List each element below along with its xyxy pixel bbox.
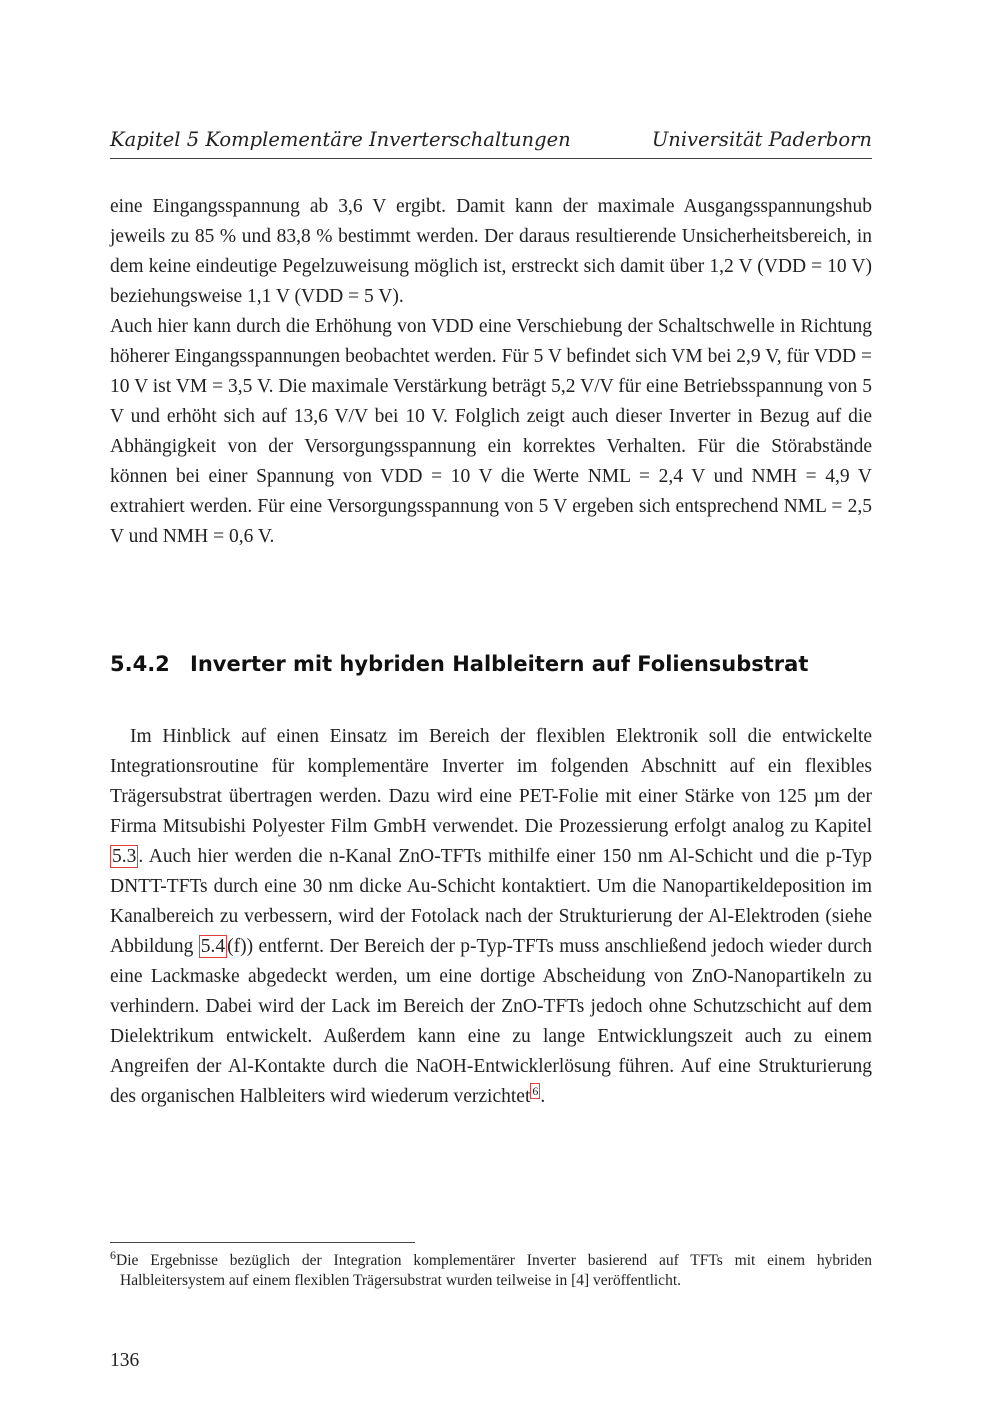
chapter-link[interactable]: 5.3 — [112, 846, 137, 867]
footnote-text: Die Ergebnisse bezüglich der Integration komplementärer Inverter basierend auf TFTs mit einem hybriden Halbleitersystem auf einem flexiblen Trägersubstrat wurden teilweise in [4] veröffentlicht. — [116, 1252, 872, 1290]
footnote — [110, 1245, 872, 1291]
paragraph-2: Auch hier kann durch die Erhöhung von VDD eine Verschiebung der Schaltschwelle in Richtung höherer Eingangsspannungen beobachtet werden. Für 5 V befindet sich VM bei 2,9 V, für VDD = 10 V ist VM = 3,5 V. Die maximale Verstärkung beträgt 5,2 V/V für eine Betriebsspannung von 5 V und erhöht sich auf 13,6 V/V bei 10 V. Folglich zeigt auch dieser Inverter in Bezug auf die Abhängigkeit von der Versorgungsspannung ein korrektes Verhalten. Für die Störabstände können bei einer Spannung von VDD = 10 V die Werte NML = 2,4 V und NMH = 4,9 V extrahiert werden. Für eine Versorgungsspannung von 5 V ergeben sich entsprechend NML = 2,5 V und NMH = 0,6 V. — [110, 316, 872, 547]
footnote-link[interactable]: 6 — [532, 1083, 539, 1098]
footnote-mark: 6 — [110, 1248, 116, 1262]
running-header — [110, 128, 872, 159]
section-heading — [110, 652, 808, 676]
page-number: 136 — [110, 1350, 140, 1371]
section-number: 5.4.2 — [110, 652, 170, 676]
paragraph-3-part-b: . Auch hier werden die n-Kanal ZnO-TFTs mithilfe einer 150 nm Al-Schicht und die p-Typ DNTT-TFTs durch eine 30 nm dicke Au-Schicht kontaktiert. Um die Nanopartikeldeposition im Kanalbereich zu verbessern, wird der Fotolack nach der Strukturierung der Al-Elektroden (siehe Abbildung — [110, 846, 872, 957]
university-name: Universität Paderborn — [651, 128, 872, 151]
paragraph-3-part-a: Im Hinblick auf einen Einsatz im Bereich der flexiblen Elektronik soll die entwickelte Integrationsroutine für komplementäre Inverter im folgenden Abschnitt auf ein flexibles Trägersubstrat übertragen werden. Dazu wird eine PET-Folie mit einer Stärke von 125 µm der Firma Mitsubishi Polyester Film GmbH verwendet. Die Prozessierung erfolgt analog zu Kapitel — [110, 726, 872, 837]
figure-link[interactable]: 5.4 — [200, 936, 226, 957]
section-title: Inverter mit hybriden Halbleitern auf Foliensubstrat — [190, 652, 809, 676]
paragraph-3 — [110, 722, 872, 1112]
paragraph-3-end: . — [540, 1086, 546, 1107]
paragraph-1: eine Eingangsspannung ab 3,6 V ergibt. Damit kann der maximale Ausgangsspannungshub jeweils zu 85 % und 83,8 % bestimmt werden. Der daraus resultierende Unsicherheitsbereich, in dem keine eindeutige Pegelzuweisung möglich ist, erstreckt sich damit über 1,2 V (VDD = 10 V) beziehungsweise 1,1 V (VDD = 5 V). — [110, 196, 872, 307]
footnote-rule — [110, 1242, 415, 1243]
chapter-title: Kapitel 5 Komplementäre Inverterschaltungen — [110, 128, 571, 151]
paragraph-3-part-c: (f)) entfernt. Der Bereich der p-Typ-TFTs muss anschließend jedoch wieder durch eine Lackmaske abgedeckt werden, um eine dortige Abscheidung von ZnO-Nanopartikeln zu verhindern. Dabei wird der Lack im Bereich der ZnO-TFTs jedoch ohne Schutzschicht auf dem Dielektrikum entwickelt. Außerdem kann eine zu lange Entwicklungszeit auch zu einem Angreifen der Al-Kontakte durch die NaOH-Entwicklerlösung führen. Auf eine Strukturierung des organischen Halbleiters wird wiederum verzichtet — [110, 936, 872, 1107]
